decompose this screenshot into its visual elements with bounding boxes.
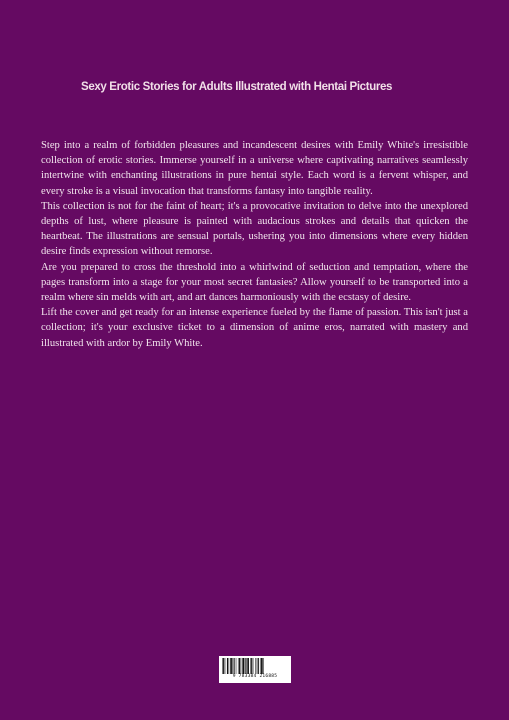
barcode-bar [241,658,242,674]
barcode-bar [246,658,247,674]
barcode-bar [229,658,230,674]
barcode-bar [255,658,256,674]
barcode-bar [257,658,258,674]
barcode-bar [223,658,224,674]
barcode-bar [263,658,264,674]
barcode-bar [239,658,240,674]
barcode-bar [261,658,263,674]
barcode-bar [245,658,246,674]
barcode-bar [250,658,251,674]
barcode-bar [251,658,252,674]
barcode-bar [227,658,228,674]
blurb-paragraph-1: Step into a realm of forbidden pleasures and incandescent desires with Emily White's irresistible collection of erotic stories. Immerse yourself in a universe where captivating narratives seamlessly intertwine with enchanting illustrations in pure hentai style. Each word is a fervent whisper, and every stroke is a visual invocation that transforms fantasy into tangible reality. [41,140,468,197]
blurb-text [41,138,468,351]
barcode-bar [222,658,223,674]
isbn-number: 9 783384 216885 [232,674,278,679]
barcode-bars [222,658,288,674]
barcode-bar [253,658,254,674]
barcode-bar [225,658,226,674]
barcode-bar [234,658,235,674]
book-title: Sexy Erotic Stories for Adults Illustrated with Hentai Pictures [81,81,393,93]
barcode-bar [260,658,261,674]
barcode-bar [230,658,232,674]
blurb-paragraph-2: This collection is not for the faint of heart; it's a provocative invitation to delve into the unexplored depths of lust, where pleasure is painted with audacious strokes and details that quicken the heartbeat. The illustrations are sensual portals, ushering you into dimensions where every hidden desire finds expression without remorse. [41,200,468,258]
isbn-barcode [219,656,291,683]
barcode-bar [236,658,237,674]
barcode-bar [258,658,259,674]
barcode-bar [238,658,239,674]
blurb-paragraph-3: Are you prepared to cross the threshold into a whirlwind of seduction and temptation, where the pages transform into a stage for your most secret fantasies? Allow yourself to be transported into a realm where sin melds with art, and art dances harmoniously with the ecstasy of desire. [41,261,468,304]
barcode-bar [232,658,233,674]
blurb-paragraph-4: Lift the cover and get ready for an intense experience fueled by the flame of passion. This isn't just a collection; it's your exclusive ticket to a dimension of anime eros, narrated with mastery and illustrated with ardor by Emily White. [41,307,468,349]
barcode-bar [242,658,244,674]
barcode-bar [247,658,249,674]
